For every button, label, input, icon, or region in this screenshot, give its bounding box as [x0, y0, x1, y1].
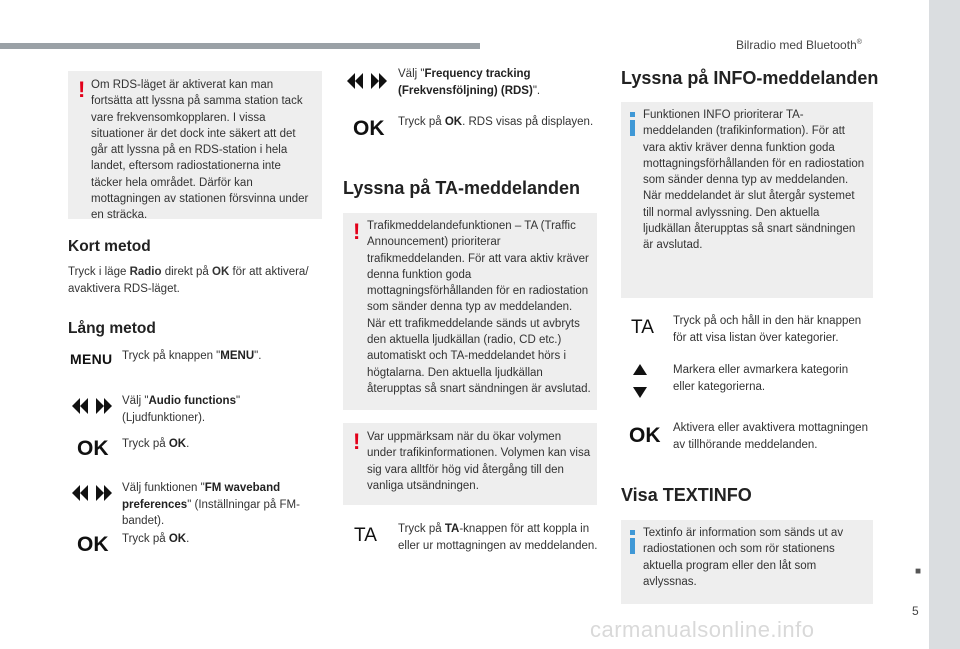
volume-warning-text: Var uppmärksam när du ökar volymen under trafikinformationen. Volymen kan visa sig vara alltför hög vid återgång till den vanliga utsändningen. — [367, 431, 591, 492]
ok-button-icon: OK — [77, 533, 109, 556]
kort-metod-text: Tryck i läge Radio direkt på OK för att aktivera/ avaktivera RDS-läget. — [68, 266, 309, 295]
ta-warning-text: Trafikmeddelandefunktionen – TA (Traffic Announcement) prioriterar trafikmeddelanden. För att vara aktiv kräver denna funktion goda mottagningsförhållanden för en radiostation som sänder denna typ av meddelanden. När ett trafikmeddelande sänds ut avbryts den aktuella ljudkällan (radio, CD etc.) automatiskt och TA-meddelandet hörs i högtalarna. Den aktuella ljudkällan återupptas så snart sändningen är avslutad. — [367, 220, 591, 395]
page-marker: ■ — [915, 566, 922, 577]
textinfo-note-text: Textinfo är information som sänds ut av radiostationen och som rör stationens aktuella program eller den låt som avlyssnas. — [643, 527, 844, 588]
textinfo-heading: Visa TEXTINFO — [621, 485, 752, 505]
step-ta-hold: Tryck på och håll in den här knappen för att visa listan över kategorier. — [673, 315, 862, 344]
ta-heading: Lyssna på TA-meddelanden — [343, 178, 581, 198]
info-note-text: Funktionen INFO prioriterar TA-meddelanden (trafikinformation). För att vara aktiv kräver denna funktion goda mottagningsförhållanden för en radiostation som sänder denna typ av meddelanden. När meddelandet är slut återgår systemet till normal avlyssning. Den aktuella ljudkällan återupptas så snart sändningen är avslutad. — [643, 109, 865, 252]
ta-button-icon: TA — [631, 317, 654, 338]
warning-icon: ! — [353, 429, 361, 454]
page-header-title: Bilradio med Bluetooth® — [736, 38, 862, 52]
step-activate-reception: Aktivera eller avaktivera mottagningen av tillhörande meddelanden. — [673, 422, 868, 451]
step-menu: Tryck på knappen "MENU". — [122, 350, 262, 362]
info-heading: Lyssna på INFO-meddelanden — [621, 68, 879, 88]
lang-metod-heading: Lång metod — [68, 320, 156, 337]
info-note — [621, 102, 873, 298]
sidebar-strip — [929, 0, 960, 649]
ta-warning-note — [343, 213, 597, 410]
warning-icon: ! — [78, 77, 86, 102]
seek-arrows-icon — [347, 73, 387, 94]
menu-button-icon: MENU — [70, 351, 113, 367]
up-down-arrows-icon — [633, 364, 647, 403]
rds-warning-text: Om RDS-läget är aktiverat kan man fortsätta att lyssna på samma station tack vare frekvensomkopplaren. I vissa situationer är det dock inte säkert att det går att lyssna på en RDS-station i hela landet, eftersom radiostationerna inte täcker hela området. Därför kan mottagningen av stationen försvinna under en sträcka. — [91, 79, 309, 222]
seek-arrows-icon — [72, 485, 112, 506]
page-number: 5 — [912, 604, 919, 618]
ok-button-icon: OK — [629, 424, 661, 447]
step-ok-1: Tryck på OK. — [122, 438, 190, 450]
step-ok-2: Tryck på OK. — [122, 533, 190, 545]
step-fm-waveband: Välj funktionen "FM waveband preferences" (Inställningar på FM-bandet). — [122, 482, 300, 527]
step-audio-functions: Välj "Audio functions" (Ljudfunktioner). — [122, 395, 241, 424]
step-select-category: Markera eller avmarkera kategorin eller kategorierna. — [673, 364, 849, 393]
watermark: carmanualsonline.info — [590, 617, 815, 642]
ok-button-icon: OK — [353, 117, 385, 140]
kort-metod-heading: Kort metod — [68, 238, 151, 255]
seek-arrows-icon — [72, 398, 112, 419]
ta-button-icon: TA — [354, 525, 377, 546]
warning-icon: ! — [353, 219, 361, 244]
step-ta-toggle: Tryck på TA-knappen för att koppla in eller ur mottagningen av meddelanden. — [398, 523, 598, 552]
step-ok-rds: Tryck på OK. RDS visas på displayen. — [398, 116, 594, 128]
ok-button-icon: OK — [77, 437, 109, 460]
rds-warning-note — [68, 71, 322, 222]
textinfo-note — [621, 520, 873, 604]
header-rule — [0, 43, 480, 49]
step-frequency-tracking: Välj "Frequency tracking (Frekvensföljning) (RDS)". — [398, 68, 541, 97]
volume-warning-note — [343, 423, 597, 505]
